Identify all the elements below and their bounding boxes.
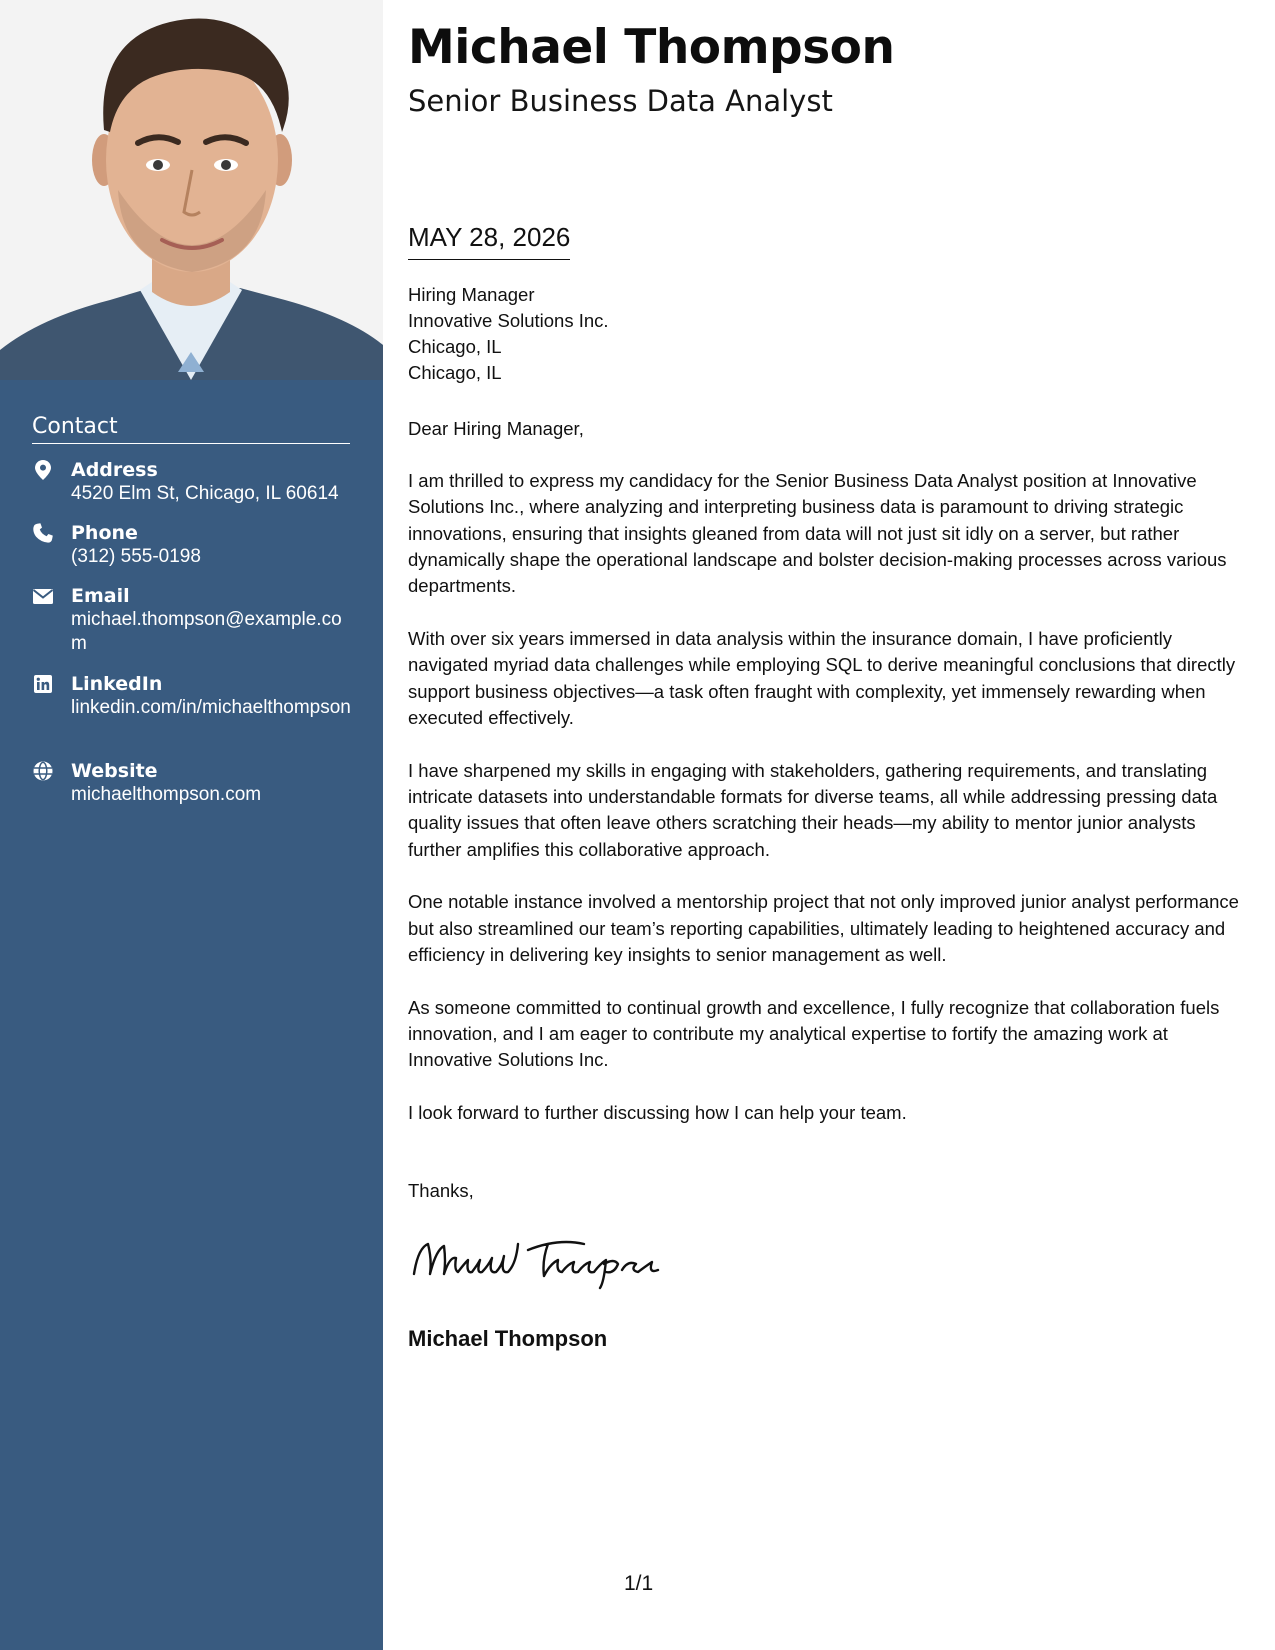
linkedin-value[interactable]: linkedin.com/in/michaelthompson bbox=[71, 697, 351, 718]
letter-body bbox=[408, 468, 1248, 1153]
recipient-line: Innovative Solutions Inc. bbox=[408, 310, 609, 331]
signer-name: Michael Thompson bbox=[408, 1326, 608, 1351]
recipient-line: Chicago, IL bbox=[408, 362, 502, 383]
email-icon bbox=[32, 585, 54, 607]
body-paragraph: I look forward to further discussing how I can help your team. bbox=[408, 1102, 907, 1124]
email-value[interactable]: michael.thompson@example.com bbox=[71, 609, 342, 654]
sidebar bbox=[0, 0, 383, 1650]
closing: Thanks, bbox=[408, 1180, 474, 1201]
body-paragraph: One notable instance involved a mentorship project that not only improved junior analyst performance but also streamlined our team’s reporting capabilities, ultimately leading to heightened accuracy and efficiency in delivering key insights to senior management as well. bbox=[408, 891, 1239, 965]
contact-label: Website bbox=[71, 760, 158, 782]
body-paragraph: As someone committed to continual growth and excellence, I fully recognize that collaboration fuels innovation, and I am eager to contribute my analytical expertise to fortify the amazing work at Innovative Solutions Inc. bbox=[408, 996, 1220, 1071]
address-value: 4520 Elm St, Chicago, IL 60614 bbox=[71, 483, 339, 504]
location-pin-icon bbox=[32, 459, 54, 481]
phone-icon bbox=[32, 522, 54, 544]
page-number: 1/1 bbox=[624, 1572, 654, 1595]
contact-label: Email bbox=[71, 585, 130, 607]
profile-photo bbox=[0, 0, 383, 380]
recipient-line: Hiring Manager bbox=[408, 284, 535, 305]
contact-label: Address bbox=[71, 459, 158, 481]
contact-label: LinkedIn bbox=[71, 673, 163, 695]
recipient-line: Chicago, IL bbox=[408, 336, 502, 357]
globe-icon bbox=[32, 760, 54, 782]
contact-heading: Contact bbox=[32, 414, 350, 444]
linkedin-icon bbox=[32, 673, 54, 695]
contact-label: Phone bbox=[71, 522, 138, 544]
recipient-block bbox=[408, 282, 609, 386]
candidate-name: Michael Thompson bbox=[408, 20, 895, 75]
body-paragraph: With over six years immersed in data analysis within the insurance domain, I have proficiently navigated myriad data challenges while employing SQL to derive meaningful conclusions that directly support business objectives—a task often fraught with complexity, yet immensely rewarding when executed effectively. bbox=[408, 627, 1236, 728]
signature bbox=[408, 1230, 668, 1290]
job-title: Senior Business Data Analyst bbox=[408, 84, 833, 118]
body-paragraph: I am thrilled to express my candidacy for the Senior Business Data Analyst position at Innovative Solutions Inc., where analyzing and interpreting business data is paramount to driving strategic innovations, ensuring that insights gleaned from data will not just sit idly on a server, but rather dynamically shape the operational landscape and bolster decision-making processes across various departments. bbox=[408, 470, 1227, 597]
website-value[interactable]: michaelthompson.com bbox=[71, 784, 262, 805]
body-paragraph: I have sharpened my skills in engaging with stakeholders, gathering requirements, and translating intricate datasets into understandable formats for diverse teams, all while addressing pressing data quality issues that often leave others scratching their heads—my ability to mentor junior analysts further amplifies this collaborative approach. bbox=[408, 759, 1218, 860]
phone-value: (312) 555-0198 bbox=[71, 546, 201, 567]
salutation: Dear Hiring Manager, bbox=[408, 418, 584, 439]
letter-date: MAY 28, 2026 bbox=[408, 222, 570, 260]
